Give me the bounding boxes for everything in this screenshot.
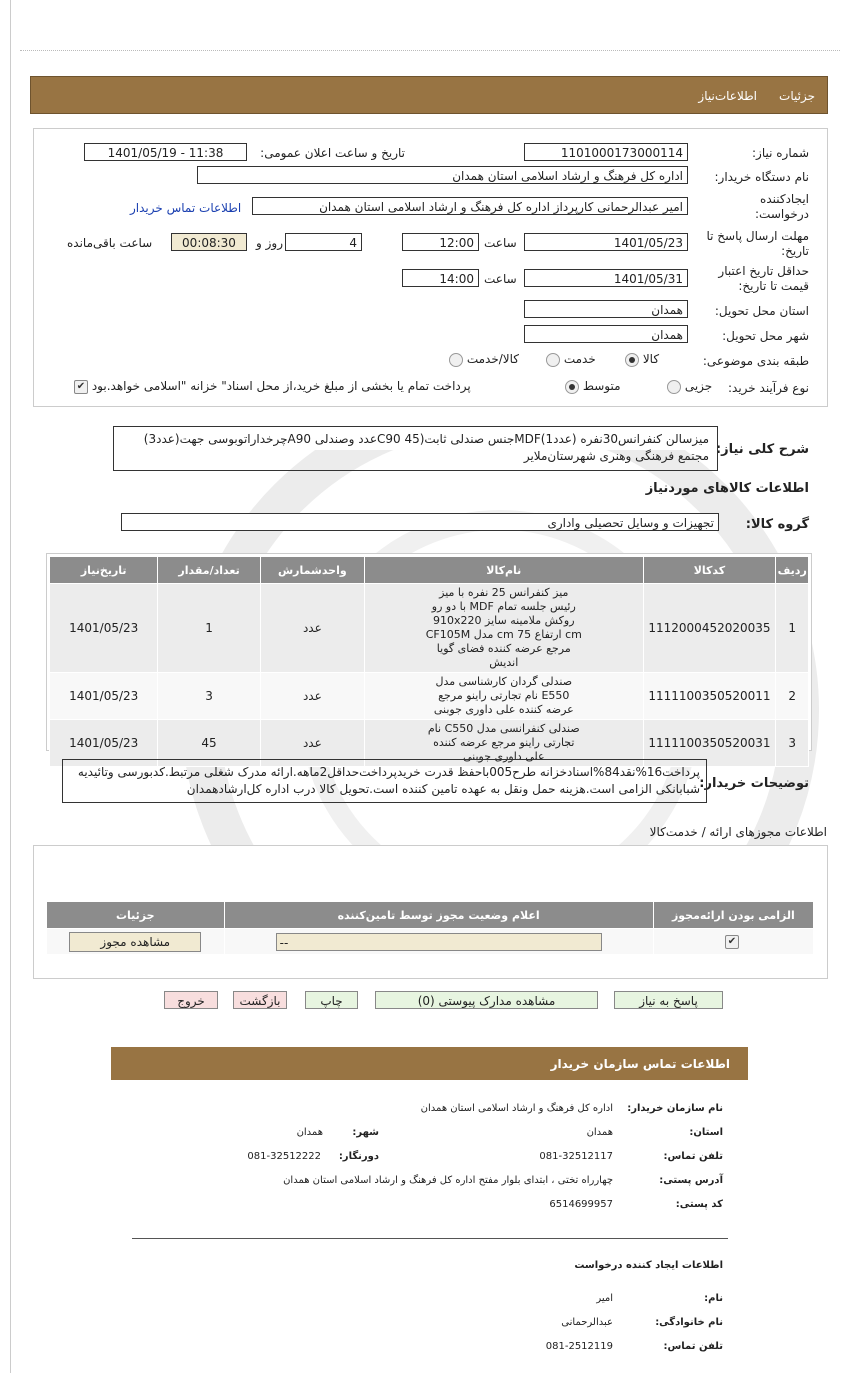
cell-date: 1401/05/23 xyxy=(50,673,158,720)
contact-divider xyxy=(132,1238,728,1239)
days-label: روز و xyxy=(256,236,283,250)
reply-button[interactable]: پاسخ به نیاز xyxy=(614,991,723,1009)
cell-row: 2 xyxy=(776,673,809,720)
need-number-label: شماره نیاز: xyxy=(752,146,809,160)
creator-phone-label: تلفن تماس: xyxy=(663,1341,723,1352)
province-info-label: استان: xyxy=(689,1127,723,1138)
days-field: 4 xyxy=(285,233,362,251)
deadline-time-label: ساعت xyxy=(484,236,517,250)
checkbox-checked-icon[interactable]: ✔ xyxy=(74,380,88,394)
col-code: کدکالا xyxy=(643,557,776,584)
print-button[interactable]: چاپ xyxy=(305,991,358,1009)
goods-table-header xyxy=(50,557,809,584)
radio-icon xyxy=(565,380,579,394)
col-details: جزئیات xyxy=(47,902,225,929)
cell-qty: 3 xyxy=(158,673,260,720)
deadline-date-field: 1401/05/23 xyxy=(524,233,688,251)
payment-note-text: پرداخت تمام یا بخشی از مبلغ خرید،از محل اسناد" خزانه "اسلامی خواهد.بود xyxy=(91,379,471,393)
postal-label: کد پستی: xyxy=(675,1199,723,1210)
city-label: شهر محل تحویل: xyxy=(722,329,809,343)
announce-field: 1401/05/19 - 11:38 xyxy=(84,143,247,161)
buyer-contact-link[interactable]: اطلاعات تماس خریدار xyxy=(130,201,242,215)
deadline-label: مهلت ارسال پاسخ تا تاریخ: xyxy=(706,229,809,258)
validity-time-field: 14:00 xyxy=(402,269,479,287)
process-minor-label: جزیی xyxy=(684,379,713,393)
process-radio-minor[interactable] xyxy=(667,379,712,394)
postal-value: 6514699957 xyxy=(549,1199,613,1210)
category-goods-label: کالا xyxy=(642,352,660,366)
cell-date: 1401/05/23 xyxy=(50,720,158,767)
phone-label: تلفن تماس: xyxy=(663,1151,723,1162)
city-info-value: همدان xyxy=(296,1127,323,1138)
cell-name: میز کنفرانس 25 نفره با میز رئیس جلسه تمام MDF با دو رو روکش ملامینه سایز 910x220 cm ارتفاع 75 cm مدل CF105M مرجع عرضه کننده فضای گویا اندیش xyxy=(365,584,644,673)
goods-group-field: تجهیزات و وسایل تحصیلی واداری xyxy=(121,513,719,531)
remaining-label: ساعت باقی‌مانده xyxy=(67,236,153,250)
province-info-value: همدان xyxy=(586,1127,613,1138)
summary-label: شرح کلی نیاز: xyxy=(715,442,809,457)
contact-title: اطلاعات تماس سازمان خریدار xyxy=(550,1057,730,1071)
cell-row: 1 xyxy=(776,584,809,673)
tab-details[interactable]: جزئیات xyxy=(779,89,815,103)
announce-label: تاریخ و ساعت اعلان عمومی: xyxy=(260,146,405,160)
cell-status xyxy=(224,929,653,955)
cell-details xyxy=(47,929,225,955)
category-radio-both[interactable] xyxy=(449,352,519,367)
cell-row: 3 xyxy=(776,720,809,767)
cell-name: صندلی گردان کارشناسی مدل E550 نام تجارتی راینو مرجع عرضه کننده علی داوری جوبنی xyxy=(365,673,644,720)
cell-unit: عدد xyxy=(260,584,364,673)
validity-label: حداقل تاریخ اعتبار قیمت تا تاریخ: xyxy=(718,264,809,293)
cell-code: 1111100350520031 xyxy=(643,720,776,767)
cell-required xyxy=(653,929,813,955)
col-row: ردیف xyxy=(776,557,809,584)
top-divider xyxy=(20,50,840,51)
deadline-time-field: 12:00 xyxy=(402,233,479,251)
category-radio-service[interactable] xyxy=(546,352,596,367)
buyer-notes-label: توضیحات خریدار: xyxy=(699,776,809,791)
buyer-field: اداره کل فرهنگ و ارشاد اسلامی استان همدان xyxy=(197,166,688,184)
goods-section-title: اطلاعات کالاهای مورد‌نیاز xyxy=(645,481,809,496)
province-label: استان محل تحویل: xyxy=(714,304,809,318)
tab-need-info[interactable]: اطلاعات‌نیاز xyxy=(698,89,757,103)
phone-value: 081-32512117 xyxy=(539,1151,613,1162)
validity-date-field: 1401/05/31 xyxy=(524,269,688,287)
col-required: الزامی بودن ارائه‌مجوز xyxy=(653,902,813,929)
validity-time-label: ساعت xyxy=(484,272,517,286)
city-info-label: شهر: xyxy=(352,1127,379,1138)
province-field: همدان xyxy=(524,300,688,318)
buyer-notes-box: پرداخت16%نقد84%اسنادخزانه طرح005باحفظ قدرت خریدپرداخت‌حداقل2ماهه.ارائه مدرک شغلی مرتبط.کدبورسی وتائیدیه شبابانکی الزامی است.هزینه حمل ونقل به عهده تامین کننده است.تحویل کالا درب اداره کل‌ارشادهمدان xyxy=(62,759,707,803)
radio-icon xyxy=(625,353,639,367)
creator-label: ایجادکننده درخواست: xyxy=(755,192,809,221)
back-button[interactable]: بازگشت xyxy=(233,991,287,1009)
address-label: آدرس پستی: xyxy=(659,1175,723,1186)
goods-group-label: گروه کالا: xyxy=(745,517,809,532)
left-border xyxy=(10,0,11,1373)
permit-status-field: -- xyxy=(276,933,602,951)
family-value: عبدالرحمانی xyxy=(561,1317,613,1328)
permits-table-header xyxy=(47,902,814,929)
process-medium-label: متوسط xyxy=(582,379,621,393)
cell-unit: عدد xyxy=(260,673,364,720)
cell-qty: 1 xyxy=(158,584,260,673)
category-label: طبقه بندی موضوعی: xyxy=(702,354,809,368)
col-status: اعلام وضعیت مجوز توسط تامین‌کننده xyxy=(224,902,653,929)
fax-value: 081-32512222 xyxy=(247,1151,321,1162)
cell-code: 1111100350520011 xyxy=(643,673,776,720)
radio-icon xyxy=(667,380,681,394)
col-unit: واحدشمارش xyxy=(260,557,364,584)
need-number-field: 1101000173000114 xyxy=(524,143,688,161)
city-field: همدان xyxy=(524,325,688,343)
name-label: نام: xyxy=(704,1293,723,1304)
creator-info-title: اطلاعات ایجاد کننده درخواست xyxy=(574,1260,723,1271)
cell-date: 1401/05/23 xyxy=(50,584,158,673)
category-radio-goods[interactable] xyxy=(625,352,659,367)
creator-phone-value: 081-2512119 xyxy=(545,1341,613,1352)
goods-table xyxy=(49,556,809,767)
permits-title: اطلاعات مجوزهای ارائه / خدمت‌کالا xyxy=(649,825,827,839)
summary-box: میزسالن کنفرانس30نفره (عدد1)MDFجنس صندلی ثابت(C90 45عدد وصندلی A90چرخداراتوبوسی جهت(عدد3) مجتمع فرهنگی وهنری شهرستان‌ملایر xyxy=(113,426,718,471)
cell-unit: عدد xyxy=(260,720,364,767)
permits-table xyxy=(46,901,814,955)
category-both-label: کالا/خدمت xyxy=(466,352,520,366)
table-row xyxy=(50,584,809,673)
cell-code: 1112000452020035 xyxy=(643,584,776,673)
fax-label: دورنگار: xyxy=(338,1151,379,1162)
table-row xyxy=(47,929,814,955)
remaining-time-field: 00:08:30 xyxy=(171,233,247,251)
family-label: نام خانوادگی: xyxy=(655,1317,723,1328)
buyer-label: نام دستگاه خریدار: xyxy=(714,170,809,184)
cell-name: صندلی کنفرانسی مدل C550 نام تجارتی راینو مرجع عرضه کننده علی داوری جوبنی xyxy=(365,720,644,767)
process-label: نوع فرآیند خرید: xyxy=(728,381,809,395)
address-value: چهارراه تختی ، ابتدای بلوار مفتح اداره کل فرهنگ و ارشاد اسلامی استان همدان xyxy=(283,1175,613,1186)
creator-field: امیر عبدالرحمانی کارپرداز اداره کل فرهنگ و ارشاد اسلامی استان همدان xyxy=(252,197,688,215)
payment-note xyxy=(74,379,471,394)
category-service-label: خدمت xyxy=(563,352,596,366)
view-permit-button[interactable]: مشاهده مجوز xyxy=(69,932,201,952)
radio-icon xyxy=(546,353,560,367)
exit-button[interactable]: خروج xyxy=(164,991,218,1009)
org-value: اداره کل فرهنگ و ارشاد اسلامی استان همدان xyxy=(420,1103,613,1114)
org-label: نام سازمان خریدار: xyxy=(627,1103,723,1114)
col-date: تاریخ‌نیاز xyxy=(50,557,158,584)
attachments-button[interactable]: مشاهده مدارک پیوستی (0) xyxy=(375,991,598,1009)
process-radio-medium[interactable] xyxy=(565,379,621,394)
table-row xyxy=(50,673,809,720)
radio-icon xyxy=(449,353,463,367)
name-value: امیر xyxy=(596,1293,613,1304)
cell-qty: 45 xyxy=(158,720,260,767)
checkbox-checked-icon: ✔ xyxy=(725,935,739,949)
col-name: نام‌کالا xyxy=(365,557,644,584)
col-qty: تعداد/مقدار xyxy=(158,557,260,584)
